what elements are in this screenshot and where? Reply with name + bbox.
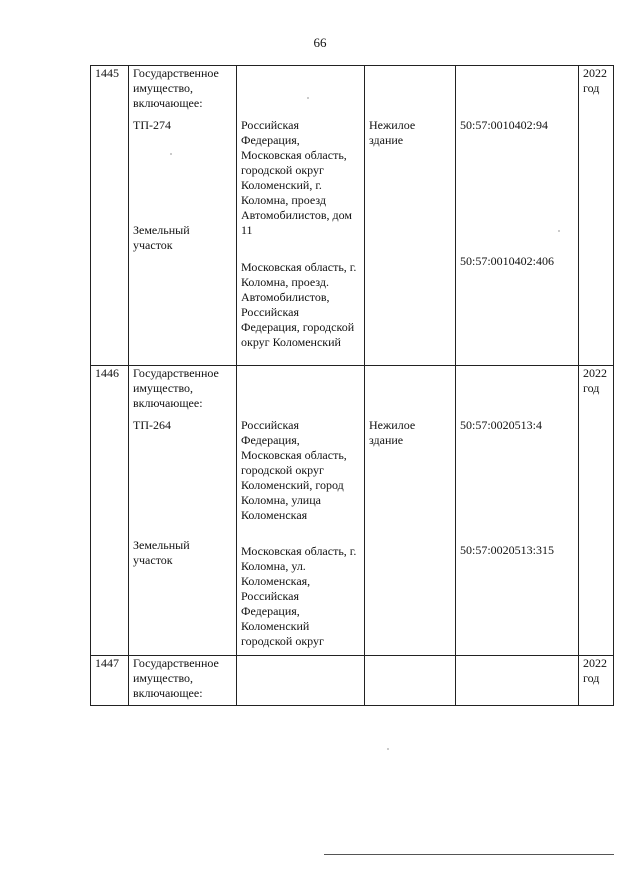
item-address: Российская Федерация, Московская область, городской округ Коломенский, город Коломна, улица Коломенская <box>241 418 347 522</box>
cadastral-number: 50:57:0010402:406 <box>460 254 555 268</box>
group-header: Государственное имущество, включающее: <box>133 66 219 110</box>
year-cell <box>579 366 614 656</box>
item-names-cell <box>129 366 237 656</box>
year-word: год <box>583 81 600 95</box>
year-word: год <box>583 671 600 685</box>
group-header: Государственное имущество, включающее: <box>133 656 219 700</box>
property-registry-table <box>90 65 614 706</box>
year-number: 2022 <box>583 66 607 80</box>
year-number: 2022 <box>583 366 607 380</box>
year-cell <box>579 66 614 366</box>
cadastral-cell <box>456 656 579 706</box>
row-number: 1446 <box>91 366 129 656</box>
item-name: Земельный участок <box>133 538 190 567</box>
page-number: 66 <box>313 35 327 50</box>
scan-speck <box>558 230 560 232</box>
scan-speck <box>387 748 389 750</box>
item-type: Нежилое здание <box>369 118 416 147</box>
year-cell <box>579 656 614 706</box>
year-number: 2022 <box>583 656 607 670</box>
address-cell <box>237 366 365 656</box>
scan-speck <box>307 97 309 99</box>
object-type-cell <box>365 656 456 706</box>
item-names-cell <box>129 66 237 366</box>
cadastral-number: 50:57:0020513:315 <box>460 543 555 557</box>
address-cell <box>237 656 365 706</box>
item-name: Земельный участок <box>133 223 190 252</box>
table-row <box>91 366 614 656</box>
scan-speck <box>170 153 172 155</box>
row-number: 1447 <box>91 656 129 706</box>
item-address: Московская область, г. Коломна, проезд. Автомобилистов, Российская Федерация, городской округ Коломенский <box>241 260 357 349</box>
cadastral-number: 50:57:0020513:4 <box>460 418 543 432</box>
group-header: Государственное имущество, включающее: <box>133 366 219 410</box>
cadastral-number: 50:57:0010402:94 <box>460 118 549 132</box>
item-address: Российская Федерация, Московская область, городской округ Коломенский, г. Коломна, проезд Автомобилистов, дом 11 <box>241 118 352 237</box>
table-row <box>91 66 614 366</box>
row-number: 1445 <box>91 66 129 366</box>
item-address: Московская область, г. Коломна, ул. Коломенская, Российская Федерация, Коломенский городской округ <box>241 544 357 648</box>
object-type-cell <box>365 366 456 656</box>
cadastral-cell <box>456 66 579 366</box>
footer-rule <box>324 854 614 855</box>
item-name: ТП-264 <box>133 418 171 432</box>
item-name: ТП-274 <box>133 118 171 132</box>
table-row <box>91 656 614 706</box>
item-names-cell <box>129 656 237 706</box>
object-type-cell <box>365 66 456 366</box>
address-cell <box>237 66 365 366</box>
item-type: Нежилое здание <box>369 418 416 447</box>
year-word: год <box>583 381 600 395</box>
cadastral-cell <box>456 366 579 656</box>
